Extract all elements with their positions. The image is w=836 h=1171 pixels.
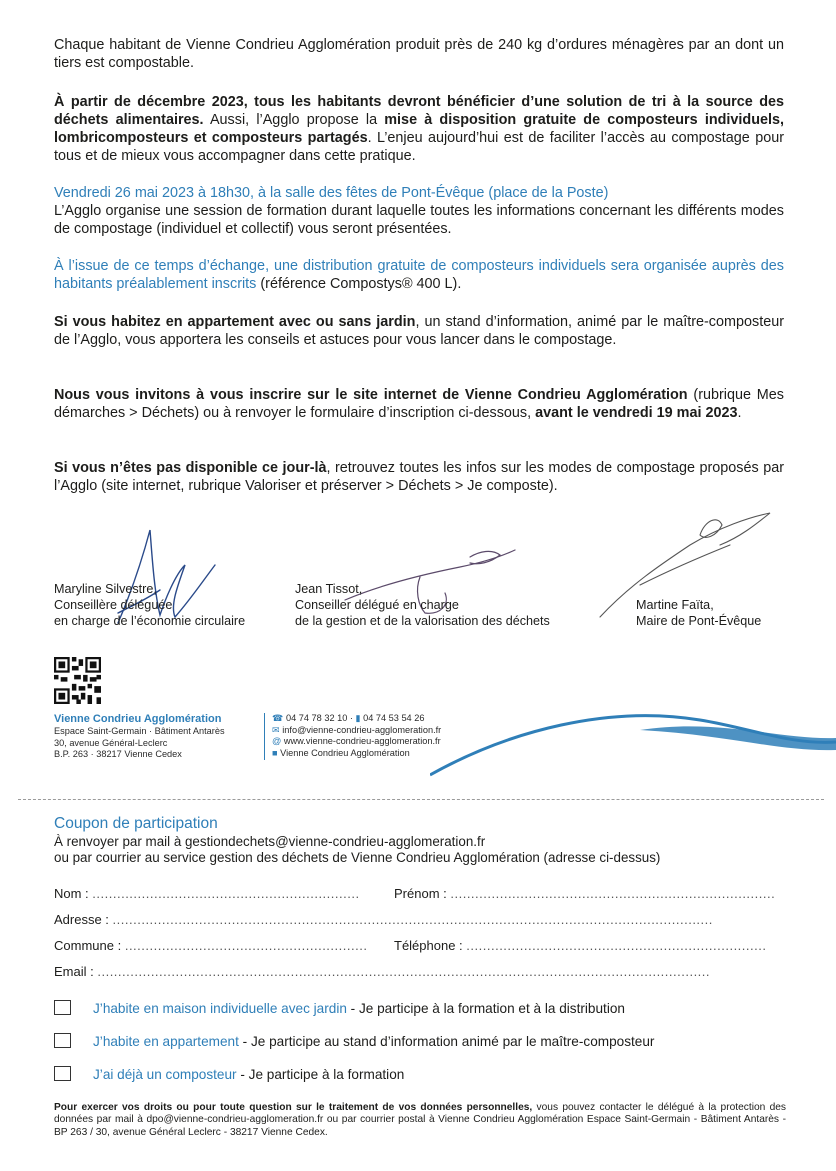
event-paragraph: [54, 184, 784, 238]
unavailable-highlight: Si vous n’êtes pas disponible ce jour-là: [54, 460, 327, 476]
prenom-field[interactable]: Prénom : ...............................................................................: [394, 886, 776, 901]
coupon-instruction-line: À renvoyer par mail à gestiondechets@vienne-condrieu-agglomeration.fr: [54, 834, 486, 849]
signatory-name: Maryline Silvestre,: [54, 582, 157, 596]
footer-divider: [264, 713, 265, 760]
qr-code-icon: [54, 657, 101, 704]
option-checkbox-composter[interactable]: [54, 1066, 71, 1081]
invite-deadline: avant le vendredi 19 mai 2023: [535, 405, 738, 421]
wave-decoration: [430, 700, 836, 780]
phone-icon: ☎: [272, 713, 284, 723]
signatory-name: Martine Faïta,: [636, 598, 714, 612]
intro-text: Aussi, l’Agglo propose la: [203, 112, 385, 128]
adresse-label: Adresse :: [54, 912, 109, 927]
adresse-field[interactable]: Adresse : ..................................................................................................................................................: [54, 912, 713, 927]
offer-text: mise à disposition gratuite de composteurs individuels, lombricomposteurs et composteurs partagés: [54, 112, 784, 146]
address-line: Espace Saint-Germain · Bâtiment Antarès: [54, 726, 225, 736]
apartment-text: , un stand d’information, animé par le maître-composteur de l’Agglo, vous apportera les conseils et astuces pour vous lancer dans le compostage.: [54, 314, 784, 348]
option-detail: - Je participe à la formation: [236, 1067, 405, 1082]
coupon-instruction-line: ou par courrier au service gestion des déchets de Vienne Condrieu Agglomération (adresse ci-dessus): [54, 850, 661, 865]
option-apartment: [93, 1033, 654, 1050]
org-name: Vienne Condrieu Agglomération: [54, 713, 222, 725]
fax-icon: ▮: [355, 713, 361, 723]
unavailable-text: , retrouvez toutes les infos sur les modes de compostage proposés par l’Agglo (site internet, rubrique Valoriser et préserver > Déchets > Je composte).: [54, 460, 784, 494]
fax-number: 04 74 53 54 26: [363, 713, 425, 723]
social-link[interactable]: Vienne Condrieu Agglomération: [280, 747, 410, 758]
signatory-role: Conseillère déléguée: [54, 598, 173, 612]
org-address-block: [54, 713, 225, 761]
facebook-icon: ■: [272, 747, 278, 758]
distribution-paragraph: [54, 257, 784, 293]
intro-paragraph-1: [54, 36, 784, 72]
coupon-title: Coupon de participation: [54, 815, 218, 832]
address-line: 30, avenue Général-Leclerc: [54, 737, 168, 748]
signatory-name: Jean Tissot,: [295, 582, 363, 596]
nom-field[interactable]: Nom : .................................................................: [54, 886, 360, 901]
signature-block-3: [636, 597, 761, 629]
option-label: J’habite en appartement: [93, 1034, 239, 1049]
apartment-highlight: Si vous habitez en appartement avec ou sans jardin: [54, 314, 416, 330]
prenom-label: Prénom :: [394, 886, 447, 901]
intro-text: Chaque habitant de Vienne Condrieu Agglomération produit près de 240 kg d’ordures ménagères par an dont un tiers est compostable.: [54, 37, 784, 71]
legal-text: vous pouvez contacter le délégué à la protection des données par mail à dpo@vienne-condrieu-agglomeration.fr ou par courrier postal à Vienne Condrieu Agglomération Espace Saint-Germain - Bâtiment Antarès - BP 263 / 30, avenue Général Leclerc - 38217 Vienne Cedex.: [54, 1102, 786, 1138]
signatory-role: Maire de Pont-Évêque: [636, 614, 762, 628]
invite-paragraph: [54, 386, 784, 422]
event-text: L’Agglo organise une session de formation durant laquelle toutes les informations concernant les différents modes de compostage (individuel et collectif) vous seront présentées.: [54, 203, 784, 237]
telephone-label: Téléphone :: [394, 938, 463, 953]
invite-text: (rubrique Mes démarches > Déchets) ou à renvoyer le formulaire d’inscription ci-dessous,: [54, 387, 784, 421]
web-icon: @: [272, 736, 282, 747]
legal-highlight: Pour exercer vos droits ou pour toute question sur le traitement de vos données personnelles,: [54, 1102, 533, 1113]
address-line: B.P. 263 · 38217 Vienne Cedex: [54, 749, 182, 760]
option-checkbox-apartment[interactable]: [54, 1033, 71, 1048]
invite-highlight: Nous vous invitons à vous inscrire sur le site internet de Vienne Condrieu Agglomération: [54, 387, 688, 403]
signature-block-2: [295, 581, 550, 629]
commune-label: Commune :: [54, 938, 122, 953]
option-label: J’habite en maison individuelle avec jardin: [93, 1001, 347, 1016]
legal-notice: [54, 1102, 786, 1139]
signatory-role: Conseiller délégué en charge: [295, 598, 459, 612]
email-label: Email :: [54, 964, 94, 979]
option-house: [93, 1000, 625, 1017]
event-title: Vendredi 26 mai 2023 à 18h30, à la salle des fêtes de Pont-Évêque (place de la Poste): [54, 185, 609, 201]
email-field[interactable]: Email : .....................................................................................................................................................: [54, 964, 711, 979]
apartment-paragraph: [54, 313, 784, 349]
intro-paragraph-2: [54, 93, 784, 165]
option-composter: [93, 1066, 404, 1083]
mail-icon: ✉: [272, 724, 280, 735]
deadline-text: À partir de décembre 2023, tous les habitants devront bénéficier d’une solution de tri à la source des déchets alimentaires.: [54, 94, 784, 128]
commune-field[interactable]: Commune : ...........................................................: [54, 938, 368, 953]
email-link[interactable]: info@vienne-condrieu-agglomeration.fr: [282, 724, 442, 735]
unavailable-paragraph: [54, 459, 784, 495]
nom-label: Nom :: [54, 886, 89, 901]
phone-number: 04 74 78 32 10 ·: [286, 713, 356, 723]
option-detail: - Je participe à la formation et à la distribution: [346, 1001, 625, 1016]
option-detail: - Je participe au stand d’information animé par le maître-composteur: [238, 1034, 655, 1049]
option-checkbox-house[interactable]: [54, 1000, 71, 1015]
distribution-text: (référence Compostys® 400 L).: [256, 276, 462, 292]
invite-end: .: [737, 405, 742, 421]
org-contact-block: [272, 713, 441, 759]
distribution-highlight: À l’issue de ce temps d’échange, une distribution gratuite de composteurs individuels sera organisée auprès des habitants préalablement inscrits: [54, 258, 784, 292]
signature-block-1: [54, 581, 245, 629]
signatory-role: de la gestion et de la valorisation des déchets: [295, 614, 550, 628]
option-label: J’ai déjà un composteur: [93, 1067, 237, 1082]
coupon-instructions: [54, 834, 794, 866]
signatory-role: en charge de l’économie circulaire: [54, 614, 246, 628]
cut-line: [18, 799, 824, 800]
intro-text: . L’enjeu aujourd’hui est de faciliter l’accès au compostage pour tous et de mieux vous accompagner dans cette pratique.: [54, 130, 784, 164]
telephone-field[interactable]: Téléphone : .........................................................................: [394, 938, 767, 953]
website-link[interactable]: www.vienne-condrieu-agglomeration.fr: [283, 736, 441, 747]
